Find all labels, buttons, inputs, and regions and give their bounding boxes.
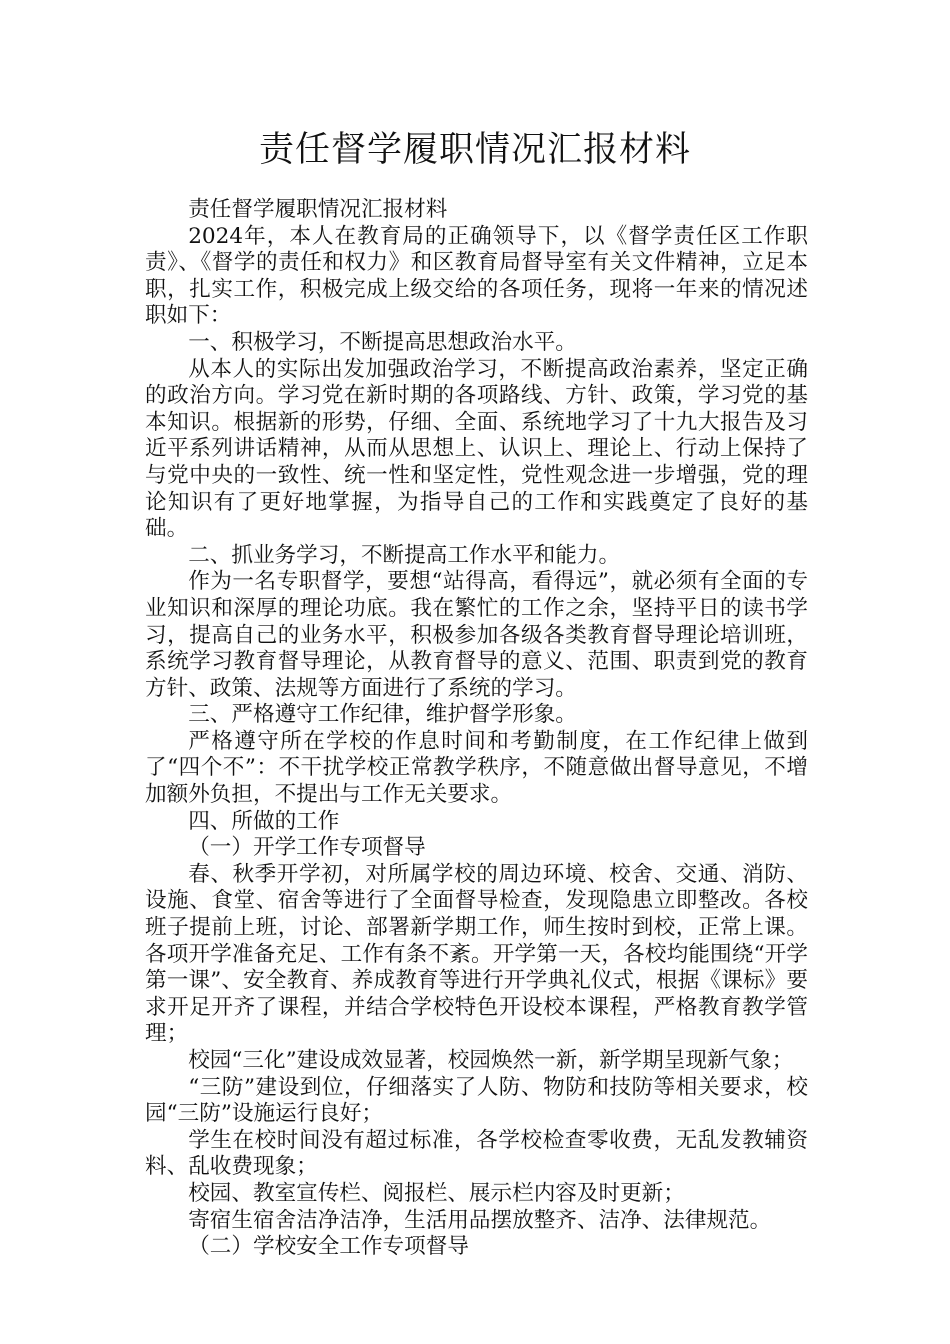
document-body bbox=[145, 197, 808, 1261]
document-title: 责任督学履职情况汇报材料 bbox=[258, 130, 691, 170]
section-heading-4: 四、所做的工作 bbox=[188, 808, 340, 834]
body-paragraph: 学生在校时间没有超过标准，各学校检查零收费，无乱发教辅资料、乱收费现象； bbox=[145, 1127, 808, 1180]
body-paragraph: 寄宿生宿舍洁净洁净，生活用品摆放整齐、洁净、法律规范。 bbox=[188, 1207, 772, 1233]
body-paragraph: 严格遵守所在学校的作息时间和考勤制度，在工作纪律上做到了“四个不”：不干扰学校正常教学秩序，不随意做出督导意见，不增加额外负担，不提出与工作无关要求。 bbox=[145, 728, 808, 808]
subsection-heading-2: （二）学校安全工作专项督导 bbox=[188, 1234, 469, 1260]
body-paragraph: “三防”建设到位，仔细落实了人防、物防和技防等相关要求，校园“三防”设施运行良好； bbox=[145, 1074, 808, 1127]
section-heading-2: 二、抓业务学习，不断提高工作水平和能力。 bbox=[188, 542, 621, 568]
body-paragraph: 校园“三化”建设成效显著，校园焕然一新，新学期呈现新气象； bbox=[188, 1048, 794, 1073]
body-paragraph-subtitle: 责任督学履职情况汇报材料 bbox=[188, 197, 448, 222]
section-heading-3: 三、严格遵守工作纪律，维护督学形象。 bbox=[188, 702, 577, 728]
body-paragraph: 作为一名专职督学，要想“站得高，看得远”，就必须有全面的专业知识和深厚的理论功底。我在繁忙的工作之余，坚持平日的读书学习，提高自己的业务水平，积极参加各级各类教育督导理论培训班，系统学习教育督导理论，从教育督导的意义、范围、职责到党的教育方针、政策、法规等方面进行了系统的学习。 bbox=[145, 569, 808, 701]
body-paragraph: 从本人的实际出发加强政治学习，不断提高政治素养，坚定正确的政治方向。学习党在新时期的各项路线、方针、政策，学习党的基本知识。根据新的形势，仔细、全面、系统地学习了十九大报告及习近平系列讲话精神，从而从思想上、认识上、理论上、行动上保持了与党中央的一致性、统一性和坚定性，党性观念进一步增强，党的理论知识有了更好地掌握，为指导自己的工作和实践奠定了良好的基础。 bbox=[145, 356, 808, 542]
body-paragraph: 春、秋季开学初，对所属学校的周边环境、校舍、交通、消防、设施、食堂、宿舍等进行了全面督导检查，发现隐患立即整改。各校班子提前上班，讨论、部署新学期工作，师生按时到校，正常上课。各项开学准备充足、工作有条不紊。开学第一天，各校均能围绕“开学第一课”、安全教育、养成教育等进行开学典礼仪式，根据《课标》要求开足开齐了课程，并结合学校特色开设校本课程，严格教育教学管理； bbox=[145, 861, 808, 1047]
body-paragraph-intro: 2024年，本人在教育局的正确领导下，以《督学责任区工作职责》、《督学的责任和权力》和区教育局督导室有关文件精神，立足本职，扎实工作，积极完成上级交给的各项任务，现将一年来的情况述职如下： bbox=[145, 223, 808, 329]
section-heading-1: 一、积极学习，不断提高思想政治水平。 bbox=[188, 329, 577, 355]
subsection-heading-1: （一）开学工作专项督导 bbox=[188, 835, 426, 861]
body-paragraph: 校园、教室宣传栏、阅报栏、展示栏内容及时更新； bbox=[188, 1180, 685, 1206]
